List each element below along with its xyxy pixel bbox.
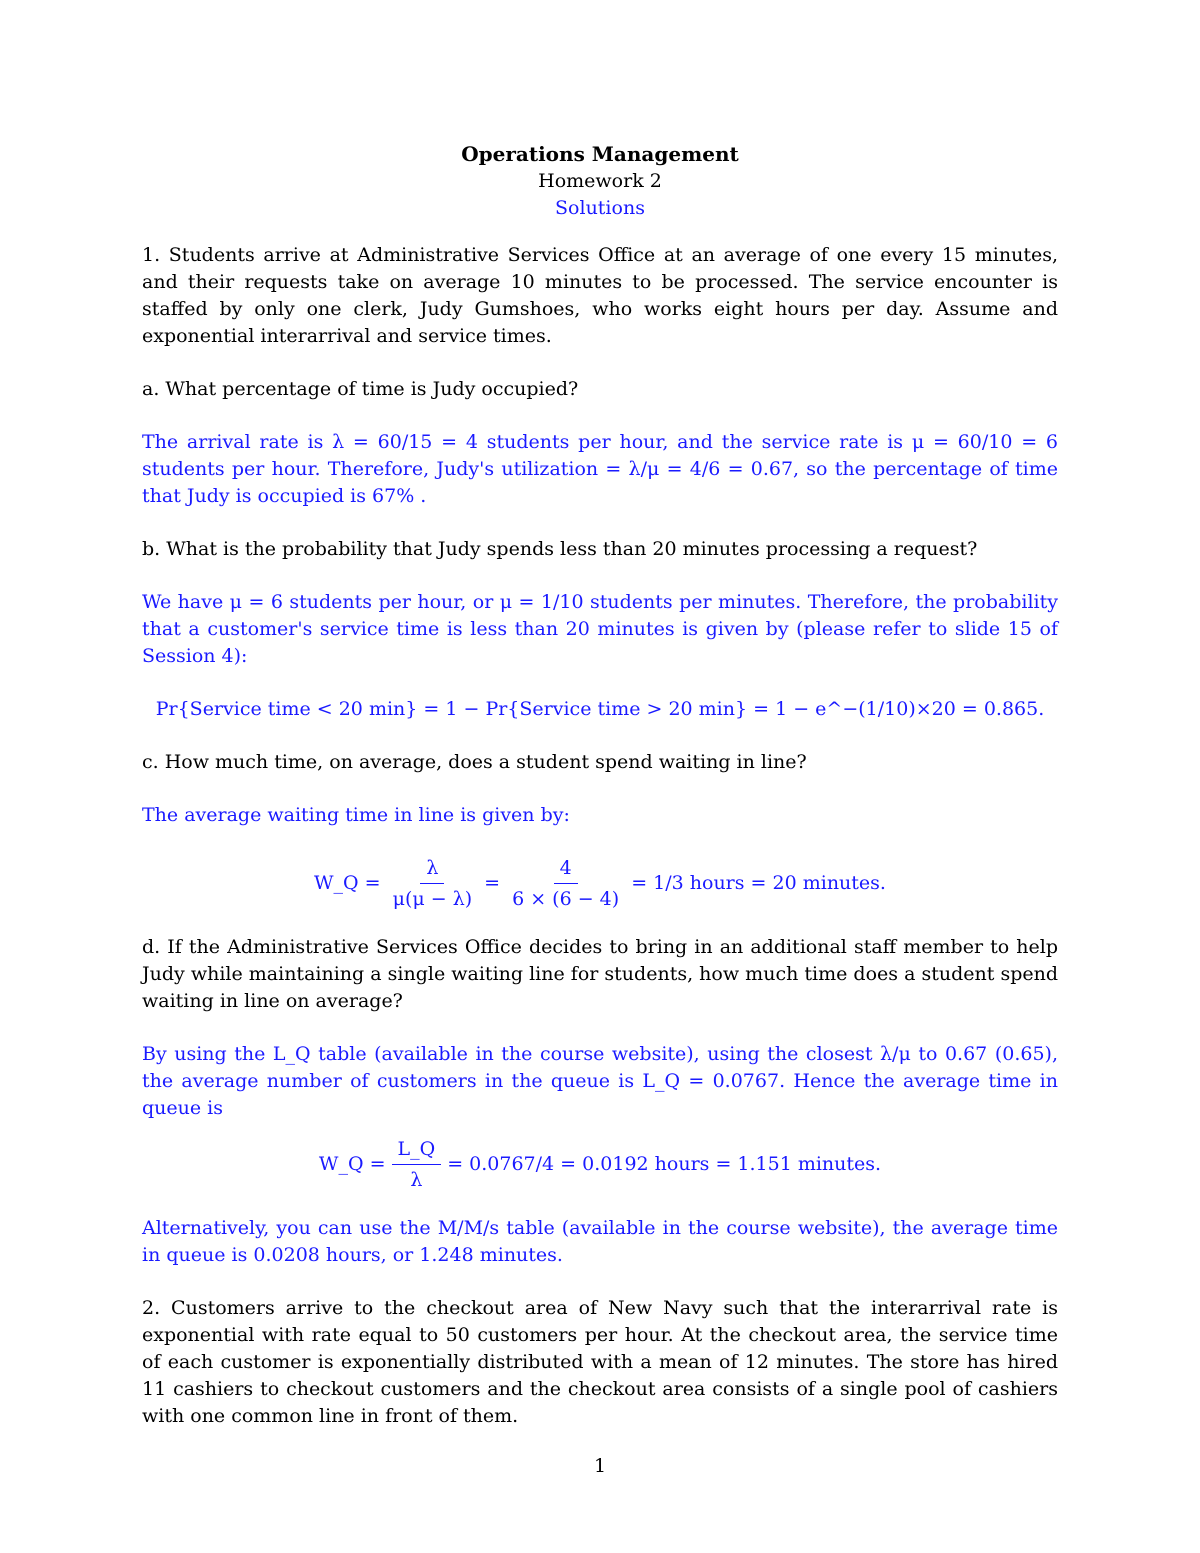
question-1a: a. What percentage of time is Judy occupied? [142,378,579,400]
equation-1b: Pr{Service time < 20 min} = 1 − Pr{Service time > 20 min} = 1 − e^−(1/10)×20 = 0.865. [155,698,1045,720]
equation-1c-lhs: W_Q = [314,872,381,894]
question-2-prompt: 2. Customers arrive to the checkout area of New Navy such that the interarrival rate is exponential with rate equal to 50 customers per hour. At the checkout area, the service time of each customer is exponentially distributed with a mean of 12 minutes. The store has hired 11 cashiers to checkout customers and the checkout area consists of a single pool of cashiers with one common line in front of them. [142,1297,1058,1427]
equation-1d-rhs: = 0.0767/4 = 0.0192 hours = 1.151 minutes. [447,1153,882,1175]
answer-1a: The arrival rate is λ = 60/15 = 4 students per hour, and the service rate is μ = 60/10 = 6 students per hour. Therefore, Judy's utilization = λ/μ = 4/6 = 0.67, so the percentage of time that Judy is occupied is 67% . [142,431,1058,507]
document-title: Operations Management [461,142,739,166]
equation-1d-fraction [392,1136,442,1193]
document-header [142,140,1058,222]
equation-1c-fraction-2-denominator: 6 × (6 − 4) [512,888,620,910]
equation-1c-fraction-1 [387,855,479,912]
equation-1c-equals: = [484,872,501,894]
solutions-label: Solutions [555,197,645,219]
equation-1c-fraction-1-numerator: λ [420,855,444,884]
document-subtitle: Homework 2 [538,170,662,192]
equation-1c-rhs: = 1/3 hours = 20 minutes. [631,872,886,894]
equation-1d-lhs: W_Q = [318,1153,386,1175]
answer-1b: We have μ = 6 students per hour, or μ = 1/10 students per minutes. Therefore, the probability that a customer's service time is less than 20 minutes is given by (please refer to slide 15 of Session 4): [142,591,1058,667]
question-1c: c. How much time, on average, does a student spend waiting in line? [142,751,807,773]
equation-1d-fraction-numerator: L_Q [392,1136,442,1165]
answer-1c: The average waiting time in line is given by: [142,804,570,826]
answer-1d-alternative: Alternatively, you can use the M/M/s table (available in the course website), the average time in queue is 0.0208 hours, or 1.248 minutes. [142,1217,1058,1266]
question-1b: b. What is the probability that Judy spends less than 20 minutes processing a request? [142,538,978,560]
page-number: 1 [593,1455,607,1477]
question-1-prompt: 1. Students arrive at Administrative Services Office at an average of one every 15 minutes, and their requests take on average 10 minutes to be processed. The service encounter is staffed by only one clerk, Judy Gumshoes, who works eight hours per day. Assume and exponential interarrival and service times. [142,244,1058,347]
answer-1d: By using the L_Q table (available in the course website), using the closest λ/μ to 0.67 (0.65), the average number of customers in the queue is L_Q = 0.0767. Hence the average time in queue is [142,1043,1058,1119]
equation-1c-fraction-2-numerator: 4 [554,855,578,884]
equation-1c [142,855,1058,912]
equation-1c-fraction-1-denominator: μ(μ − λ) [392,888,473,910]
question-1d: d. If the Administrative Services Office decides to bring in an additional staff member to help Judy while maintaining a single waiting line for students, how much time does a student spend waiting in line on average? [142,936,1058,1012]
document-content [142,140,1058,1456]
equation-1c-fraction-2 [506,855,625,912]
equation-1d [142,1136,1058,1193]
equation-1d-fraction-denominator: λ [410,1169,423,1191]
